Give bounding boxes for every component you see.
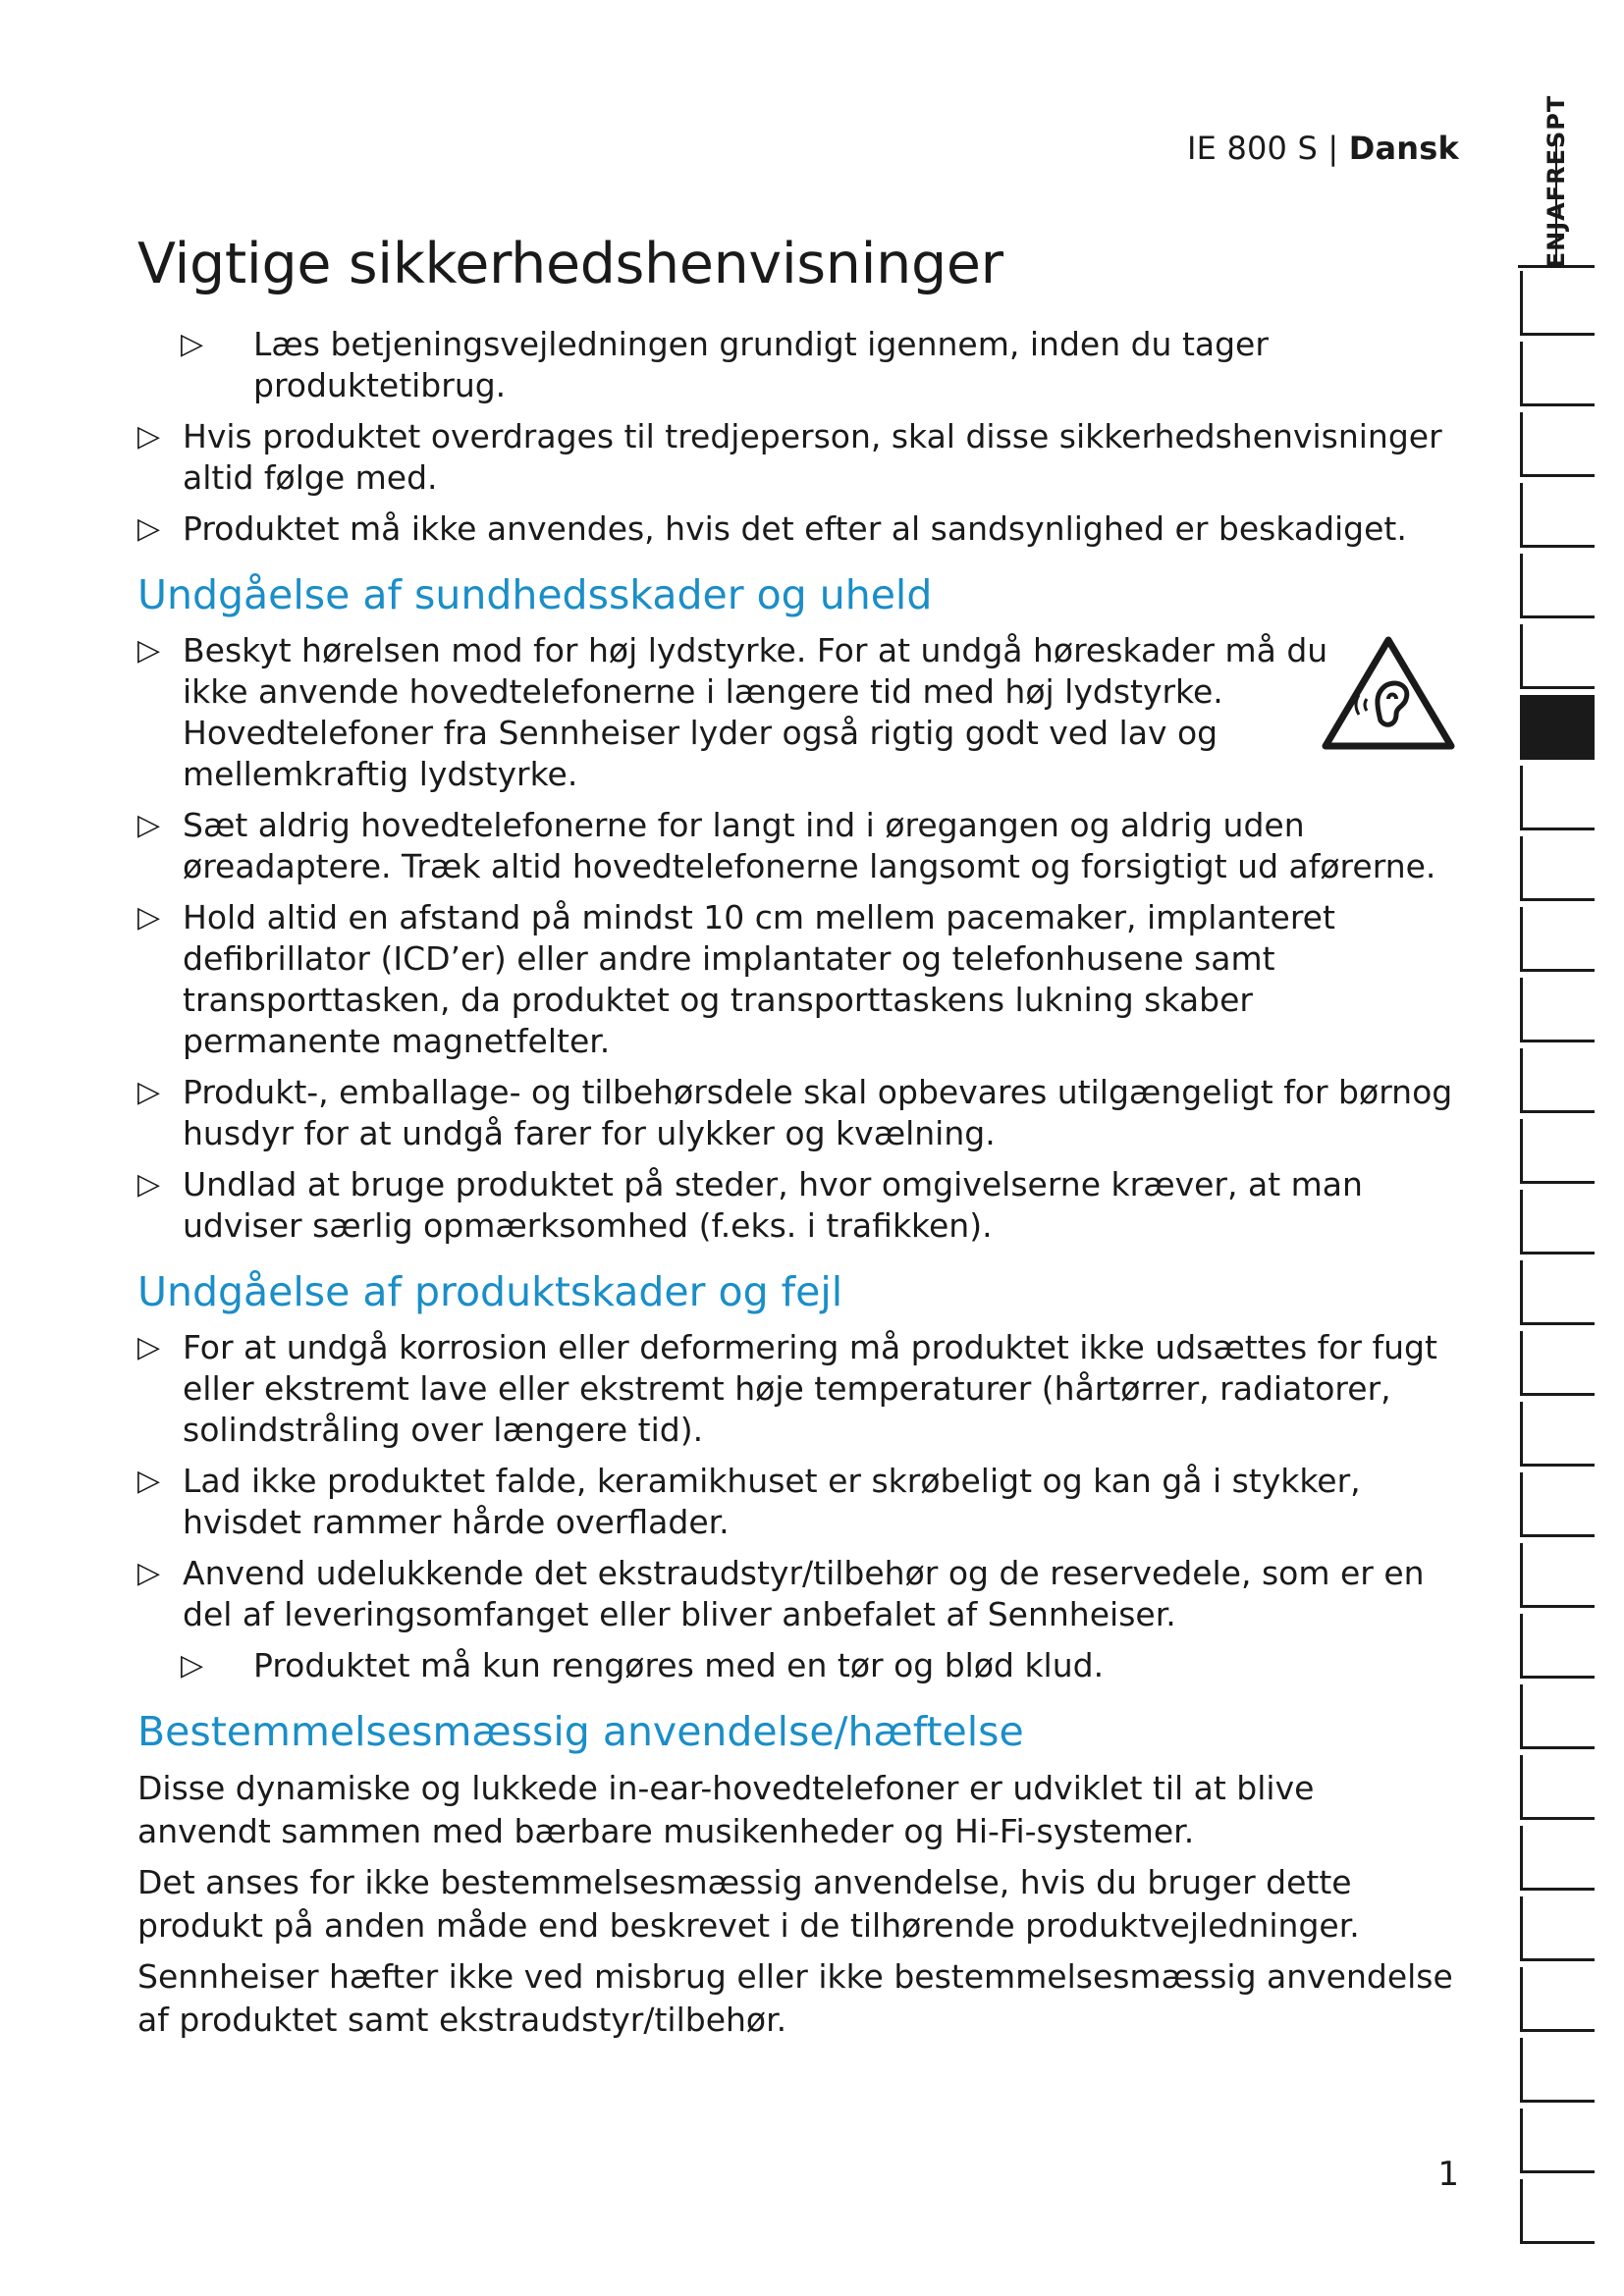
bullet-triangle-icon: ▷ xyxy=(137,900,161,934)
side-tab xyxy=(1520,483,1595,548)
section-heading-product-damage: Undgåelse af produktskader og fejl xyxy=(137,1268,843,1315)
bullet-triangle-icon: ▷ xyxy=(137,1330,161,1364)
header-product: IE 800 S | xyxy=(1187,130,1349,167)
product-item xyxy=(137,1645,1453,1686)
intro-item-text: Læs betjeningsvejledningen grundigt igennem, inden du tager produktetibrug. xyxy=(253,325,1269,404)
health-item xyxy=(137,897,1453,1062)
page-title: Vigtige sikkerhedshenvisninger xyxy=(137,232,1003,296)
body-paragraph: Disse dynamiske og lukkede in-ear-hovedtelefoner er udviklet til at blive anvendt sammen med bærbare musikenheder og Hi-Fi-systemer. xyxy=(137,1769,1315,1850)
side-tab xyxy=(1520,1119,1595,1184)
side-tab xyxy=(1520,412,1595,477)
bullet-triangle-icon: ▷ xyxy=(137,419,161,454)
side-tab xyxy=(1520,836,1595,901)
intro-item xyxy=(137,416,1453,499)
side-tab xyxy=(1520,342,1595,406)
side-tab xyxy=(1520,1260,1595,1325)
hearing-damage-warning-icon xyxy=(1320,634,1457,752)
hearing-warning-text: Beskyt hørelsen mod for høj lydstyrke. For at undgå høreskader må du ikke anvende hovedtelefonerne i længere tid med høj lydstyrke. Hovedtelefoner fra Sennheiser lyder også rigtig godt ved lav og mellemkraftig lydstyrke. xyxy=(183,631,1328,793)
intro-item xyxy=(137,324,1453,406)
side-tab xyxy=(1520,2179,1595,2244)
product-item-text: Anvend udelukkende det ekstraudstyr/tilbehør og de reservedele, som er en del af leveringsomfanget eller bliver anbefalet af Sennheiser. xyxy=(183,1554,1425,1633)
side-tab xyxy=(1520,1048,1595,1113)
bullet-triangle-icon: ▷ xyxy=(137,1167,161,1201)
health-item xyxy=(137,1164,1453,1247)
side-tab-active xyxy=(1520,695,1595,760)
intro-item-text: Produktet må ikke anvendes, hvis det efter al sandsynlighed er beskadiget. xyxy=(183,509,1407,548)
side-tab xyxy=(1520,1543,1595,1608)
health-item-text: Undlad at bruge produktet på steder, hvor omgivelserne kræver, at man udviser særlig opmærksomhed (f.eks. i trafikken). xyxy=(183,1165,1363,1245)
side-tab xyxy=(1520,1331,1595,1396)
product-item xyxy=(137,1553,1453,1635)
language-tab-label xyxy=(1518,69,1595,268)
bullet-triangle-icon: ▷ xyxy=(137,808,161,842)
side-tab xyxy=(1520,2038,1595,2103)
body-paragraph: Det anses for ikke bestemmelsesmæssig anvendelse, hvis du bruger dette produkt på anden måde end beskrevet i de tilhørende produktvejledninger. xyxy=(137,1863,1360,1945)
section-heading-intended-use: Bestemmelsesmæssig anvendelse/hæftelse xyxy=(137,1708,1024,1755)
product-item-text: Produktet må kun rengøres med en tør og blød klud. xyxy=(253,1646,1105,1684)
health-item xyxy=(137,805,1453,887)
intro-item-text: Hvis produktet overdrages til tredjeperson, skal disse sikkerhedshenvisninger altid følge med. xyxy=(183,417,1442,497)
bullet-triangle-icon: ▷ xyxy=(181,1648,204,1682)
section-heading-health: Undgåelse af sundhedsskader og uheld xyxy=(137,571,933,618)
language-tab-text: ENJAFRESPT xyxy=(1543,94,1570,269)
body-paragraph: Sennheiser hæfter ikke ved misbrug eller ikke bestemmelsesmæssig anvendelse af produktet samt ekstraudstyr/tilbehør. xyxy=(137,1957,1453,2039)
bullet-triangle-icon: ▷ xyxy=(137,1556,161,1590)
header-language: Dansk xyxy=(1348,130,1459,167)
side-tab xyxy=(1520,1896,1595,1961)
side-tab xyxy=(1520,1826,1595,1891)
side-tab xyxy=(1520,554,1595,618)
product-item-text: For at undgå korrosion eller deformering må produktet ikke udsættes for fugt eller ekstremt lave eller ekstremt høje temperaturer (hårtørrer, radiatorer, solindstråling over længere tid). xyxy=(183,1328,1437,1449)
bullet-triangle-icon: ▷ xyxy=(181,327,204,361)
page-number: 1 xyxy=(1437,2155,1459,2194)
side-tab xyxy=(1520,271,1595,336)
product-item xyxy=(137,1461,1453,1543)
bullet-triangle-icon: ▷ xyxy=(137,511,161,546)
intro-item xyxy=(137,508,1453,550)
hearing-warning-item xyxy=(137,630,1453,795)
side-tab xyxy=(1520,907,1595,972)
side-tab xyxy=(1520,978,1595,1042)
health-item xyxy=(137,1072,1453,1154)
side-tab xyxy=(1520,1614,1595,1679)
bullet-triangle-icon: ▷ xyxy=(137,1464,161,1498)
product-item-text: Lad ikke produktet falde, keramikhuset er skrøbeligt og kan gå i stykker, hvisdet rammer hårde overflader. xyxy=(183,1462,1361,1541)
side-tab xyxy=(1520,1472,1595,1537)
side-tab xyxy=(1520,2109,1595,2173)
product-item xyxy=(137,1327,1453,1451)
bullet-triangle-icon: ▷ xyxy=(137,633,161,667)
page-content xyxy=(137,232,1453,2050)
health-item-text: Hold altid en afstand på mindst 10 cm mellem pacemaker, implanteret defibrillator (ICD’er) eller andre implantater og telefonhusene samt transporttasken, da produktet og transporttaskens lukning skaber permanente magnetfelter. xyxy=(183,898,1335,1060)
side-tab xyxy=(1520,766,1595,830)
side-tab xyxy=(1520,1684,1595,1749)
side-tab xyxy=(1520,1755,1595,1820)
side-tab xyxy=(1520,1967,1595,2032)
side-tab xyxy=(1520,624,1595,689)
side-tab xyxy=(1520,1402,1595,1467)
health-item-text: Sæt aldrig hovedtelefonerne for langt ind i øregangen og aldrig uden øreadaptere. Træk altid hovedtelefonerne langsomt og forsigtigt ud aførerne. xyxy=(183,806,1436,885)
side-tab xyxy=(1520,1190,1595,1255)
bullet-triangle-icon: ▷ xyxy=(137,1075,161,1109)
health-item-text: Produkt-, emballage- og tilbehørsdele skal opbevares utilgængeligt for børnog husdyr for at undgå farer for ulykker og kvælning. xyxy=(183,1073,1453,1152)
running-header xyxy=(1187,130,1459,167)
